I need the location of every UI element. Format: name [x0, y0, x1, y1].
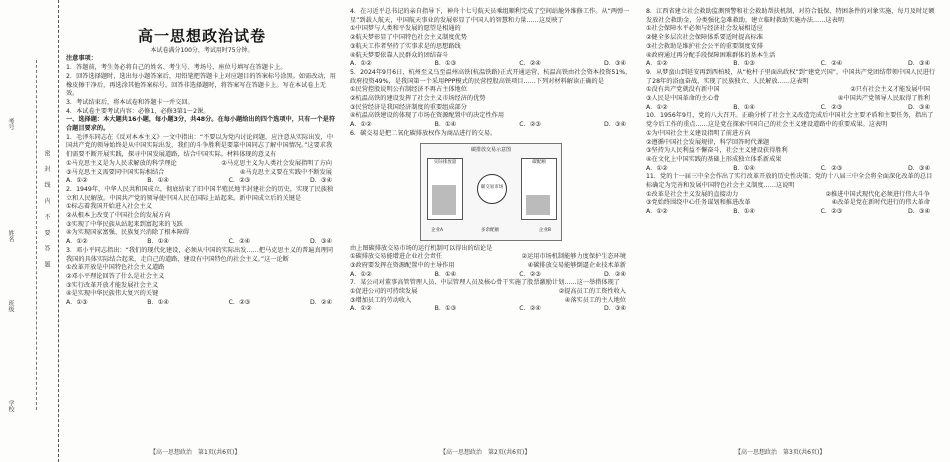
- diagram-label: 碳交易市场: [480, 185, 504, 191]
- page-footer-1: 【高一思想政治 第1页(共6页)】: [150, 449, 241, 456]
- option: ①碳排放交易能增进企业社会责任: [350, 253, 443, 261]
- quota-bar: [526, 195, 550, 215]
- notice-item: 1．答题前，考生务必将自己的姓名、考生号、考场号、座位号填写在答题卡上。: [66, 64, 287, 72]
- option: ③民营经济是我国经济制度的重要组成部分: [350, 103, 467, 111]
- answer-choice: C．②④: [519, 305, 541, 313]
- option: ④中国共产党领导人民取得了胜利: [837, 95, 930, 103]
- diagram-label: 实际排放量: [433, 159, 457, 165]
- seal-warning: 密 封 线 内 不 要 答 题: [43, 150, 50, 272]
- option: ①民营控股说明公有制经济不再占主体地位: [350, 86, 467, 94]
- section-heading: 一、选择题：本大题共16小题，每小题3分，共48分。在每小题给出的四个选项中，只有一个是符合题目要求的。: [66, 116, 336, 133]
- answer-choice: A．①③: [66, 299, 88, 307]
- answer-choice: A．①②: [646, 164, 668, 172]
- answer-choice: D．③④: [603, 121, 626, 129]
- school-label: 学校: [7, 400, 14, 412]
- option: ④碳排放交易能够倒逼企业技术革新: [527, 261, 626, 269]
- company-b-box: [521, 158, 557, 220]
- answer-choice: C．②③: [519, 121, 541, 129]
- answer-choice: A．①②: [350, 121, 372, 129]
- option: ①没有共产党就没有新中国: [646, 86, 720, 94]
- answer-choice: A．①②: [350, 305, 372, 313]
- option: ③马克思主义需要同中国实际相结合: [66, 168, 165, 176]
- diagram-label: 碳配额: [532, 159, 546, 165]
- question-6: 6．碳交易是把二氧化碳排放权作为商品进行的交易。: [350, 129, 497, 137]
- option: ③政府要发挥在资源配置中的主导作用: [350, 261, 455, 269]
- answer-choice: A．①②: [646, 60, 668, 68]
- option: ③坚持为人民利益不懈奋斗，社会主义建设获得胜利: [646, 147, 788, 155]
- option: ②从根本上改变了中国社会的发展方向: [66, 212, 171, 220]
- notice-item: 3．考试结束后，将本试卷和答题卡一并交回。: [66, 98, 194, 106]
- option: ①马克思主义是为人民求解放的科学理论: [66, 159, 177, 167]
- answer-choice: B．①④: [147, 299, 169, 307]
- notice-item: 2．回答选择题时，选出每小题答案后，用铅笔把答题卡上对应题目的答案标号涂黑。如需改动，用橡皮擦干净后，再选涂其他答案标号。回答非选择题时，将答案写在答题卡上。写在本试卷上无效。: [66, 72, 336, 98]
- answer-choice: A．①②: [66, 238, 88, 246]
- page-footer-3: 【高一思想政治 第3页(共6页)】: [735, 449, 826, 456]
- option: ④政府通过再分配手段保障困难群体的基本生活: [646, 51, 776, 59]
- answer-choice: D．②④: [309, 299, 332, 307]
- option: ④为实现国家富强、民族复兴消除了根本障碍: [66, 229, 190, 237]
- option: ②航天梦彰显了中国特色社会主义制度优势: [350, 34, 467, 42]
- question-4: 4．在习近平总书记的亲自指导下，神舟十七号航天员乘组顺利完成了空间站舱外维修工作。从“两弹一星”到载人航天，中国航天事业的发展彰显了中国人的智慧和力量……这反映了: [350, 8, 630, 24]
- answer-choice: C．②③: [228, 299, 251, 307]
- diagram-label: 企业A: [431, 227, 444, 233]
- notice-item: 4．本试卷主要考试内容：必修1，必修3第1～2课。: [66, 107, 210, 115]
- question-7: 7．某公司对董事高管管理人员、中层管理人员及核心骨干实施了股票激励计划……这一举措体现了: [350, 279, 620, 287]
- answer-choice: C．②③: [820, 208, 843, 216]
- answer-choice: C．②③: [519, 270, 541, 278]
- option: ②马克思主义为人类社会发展指明了方向: [221, 159, 332, 167]
- option: ③增加员工的劳动收入: [350, 296, 412, 304]
- question-10: 10．1956年9月，党的八大召开。正确分析了社会主义改造完成后中国社会主要矛盾和主要任务，指出了党今后工作的重点……这是党在探索中国自己的社会主义建设道路中的重要成果。这表明: [646, 112, 934, 129]
- answer-choice: B．①④: [147, 238, 169, 246]
- class-label: 班级: [7, 300, 14, 312]
- question-8: 8．江西省建立社会救助监测预警和社会救助帮扶机制，对符合低保、特困条件的对象实施，每月及时足额发放社会救助金，分类强化急难救助，建立临时救助实施办法……这表明: [646, 8, 935, 24]
- binding-strip: [0, 0, 59, 462]
- column-3: [646, 8, 936, 217]
- option: ③社会救助是维护社会公平的重要制度安排: [646, 42, 763, 50]
- option: ①促进公司的可持续发展: [350, 288, 418, 296]
- option: ④落实员工的主人地位: [564, 296, 626, 304]
- option: ②邓小平理论回答了什么是社会主义: [66, 272, 165, 280]
- page-footer-2: 【高一思想政治 第2页(共6页)】: [440, 449, 531, 456]
- answer-choice: B．①④: [434, 121, 457, 129]
- answer-choice: D．③④: [603, 60, 626, 68]
- question-6-stem: 由上图碳排放交易市场的运行机制可以得出的结论是: [350, 244, 493, 252]
- option: ③航天工作者坚持了实事求是的思想路线: [350, 42, 461, 50]
- answer-choice: D．③④: [309, 238, 332, 246]
- answer-choice: B．①③: [434, 305, 457, 313]
- answer-choice: B．①④: [733, 164, 755, 172]
- question-5: 5．2024年9月6日，杭州至义乌至温州高铁(杭温铁路)正式开通运营，杭温高铁由社会资本投资51%，政府投资49%，是我国第一个采用PPP模式的民营控股高铁项目……下列对材料解读正确的是: [350, 68, 632, 85]
- diagram-label: 企业B: [538, 227, 551, 233]
- candidate-number-label: 考号: [7, 118, 14, 130]
- option: ②运用市场机制能够力度保护生态环境: [521, 253, 626, 261]
- answer-choice: B．①④: [733, 208, 755, 216]
- option: ②推进中国式现代化必须进行伟大斗争: [825, 190, 930, 198]
- name-label: 姓名: [7, 230, 14, 242]
- answer-choice: A．①②: [66, 177, 88, 185]
- answer-choice: C．②④: [519, 60, 541, 68]
- answer-choice: D．③④: [309, 177, 332, 185]
- option: ①为中国社会主义建设指明了前进方向: [646, 129, 751, 137]
- seal-line: [36, 60, 37, 410]
- option: ④杭温高铁建设的体现了市场在资源配置中的决定性作用: [350, 112, 505, 120]
- answer-choice: A．①②: [350, 270, 372, 278]
- answer-choice: B．①④: [147, 177, 169, 185]
- notice-title: 注意事项：: [66, 55, 97, 63]
- emission-bar: [432, 185, 456, 215]
- column-1: [66, 8, 338, 308]
- answer-choice: C．②④: [820, 60, 843, 68]
- option: ④航天梦要依靠人民群众的团结奋斗: [350, 51, 449, 59]
- option: ②提高员工的工资性收入: [558, 288, 626, 296]
- answer-choice: A．①②: [646, 103, 668, 111]
- exam-title: 高一思想政治试卷: [137, 27, 266, 45]
- answer-choice: D．②④: [603, 270, 626, 278]
- question-3: 3．邓小平同志指出：“我们的现代化建设，必须从中国的实际出发……把马克思主义的普遍真理同我国的具体实际结合起来，走自己的道路，建设有中国特色的社会主义。”这一论断: [66, 246, 334, 263]
- answer-choice: B．①③: [434, 60, 457, 68]
- option: ④马克思主义要在实践中不断发展: [239, 168, 332, 176]
- answer-choice: D．③④: [907, 164, 930, 172]
- answer-choice: C．②③: [820, 164, 843, 172]
- answer-choice: A．①②: [350, 60, 372, 68]
- answer-choice: D．③④: [907, 103, 930, 111]
- option: ①社会保障水平必须与经济社会发展相适应: [646, 25, 763, 33]
- option: ③实行改革开放才能发展社会主义: [66, 281, 159, 289]
- option: ①中国梦与人类和平发展的愿望是相通的: [350, 25, 461, 33]
- diagram-title: 碳排放交易示意图: [470, 146, 511, 153]
- option: ③人民是中国革命的主心骨: [646, 95, 720, 103]
- option: ③党始终围绕中心任务谋划和推进改革: [646, 199, 751, 207]
- option: ④是实现中华民族伟大复兴的关键: [66, 290, 159, 298]
- answer-choice: B．①④: [434, 270, 457, 278]
- answer-choice: D．③④: [907, 60, 930, 68]
- option: ②遵循中国社会发展规律，科学回答时代课题: [646, 138, 770, 146]
- option: ②健全多层次社会保障体系要适时提高标准: [646, 34, 763, 42]
- answer-choice: C．②③: [228, 177, 251, 185]
- answer-choice: A．①②: [646, 208, 668, 216]
- option: ②只有社会主义才能发展中国: [850, 86, 930, 94]
- exam-subtitle: 本试卷满分100分，考试用时75分钟。: [150, 46, 254, 54]
- option: ②杭温高铁的建设发挥了社会主义市场经济的优势: [350, 95, 486, 103]
- answer-choice: C．②③: [820, 103, 843, 111]
- answer-choice: C．②④: [228, 238, 251, 246]
- column-2: [350, 8, 632, 314]
- question-11: 11．党的十一届三中全会作出了实行改革开放的历史性决策；党的十八届三中全会将全面深化改革的总目标确定为完善和发展中国特色社会主义制度……这说明: [646, 173, 933, 190]
- option: ①标志着我国开始进入社会主义: [66, 203, 152, 211]
- option: ①改革开放是中国特色社会主义道路: [66, 264, 165, 272]
- question-2: 2．1949年，中华人民共和国成立，彻底结束了旧中国半殖民地半封建社会的历史，实现了民族独立和人民解放。中国共产党的领导使中国人民在国际上站起来。新中国成立后的关键是: [66, 185, 334, 202]
- question-9: 9．从梦蛮山到延安再到西柏坡，从“枪杆子里面出政权”到“建党兴国”，中国共产党团结带领中国人民进行了28年的浴血奋战，实现了民族独立、人民解放……这表明: [646, 68, 936, 85]
- answer-choice: B．①④: [733, 103, 755, 111]
- carbon-trading-diagram: [420, 143, 562, 241]
- option: ①改革是社会主义发展的直接动力: [646, 190, 739, 198]
- question-1: 1．毛泽东同志在《反对本本主义》一文中指出：“不要以为党内讨论问题，应注意从实际出发，中国共产党的领导始终是从中国实际出发，我们的斗争胜利是要靠中国同志了解中国情况。”这要求我们需要不断开展实践，探寻中国发展道路，结合中国实际。材料体现的意义有: [66, 133, 334, 159]
- option: ④在文化上中国实践的基础上形成独立体系新成果: [646, 155, 782, 163]
- answer-choice: B．①③: [733, 60, 755, 68]
- answer-choice: D．③④: [603, 305, 626, 313]
- carbon-market-node: [477, 174, 507, 204]
- option: ④改革是党在新时代进行的伟大革命: [831, 199, 930, 207]
- answer-choice: D．③④: [907, 208, 930, 216]
- company-a-box: [427, 158, 463, 220]
- option: ③实现了中华民族从站起来到富起来的飞跃: [66, 220, 183, 228]
- diagram-label: 多余配额: [481, 227, 499, 233]
